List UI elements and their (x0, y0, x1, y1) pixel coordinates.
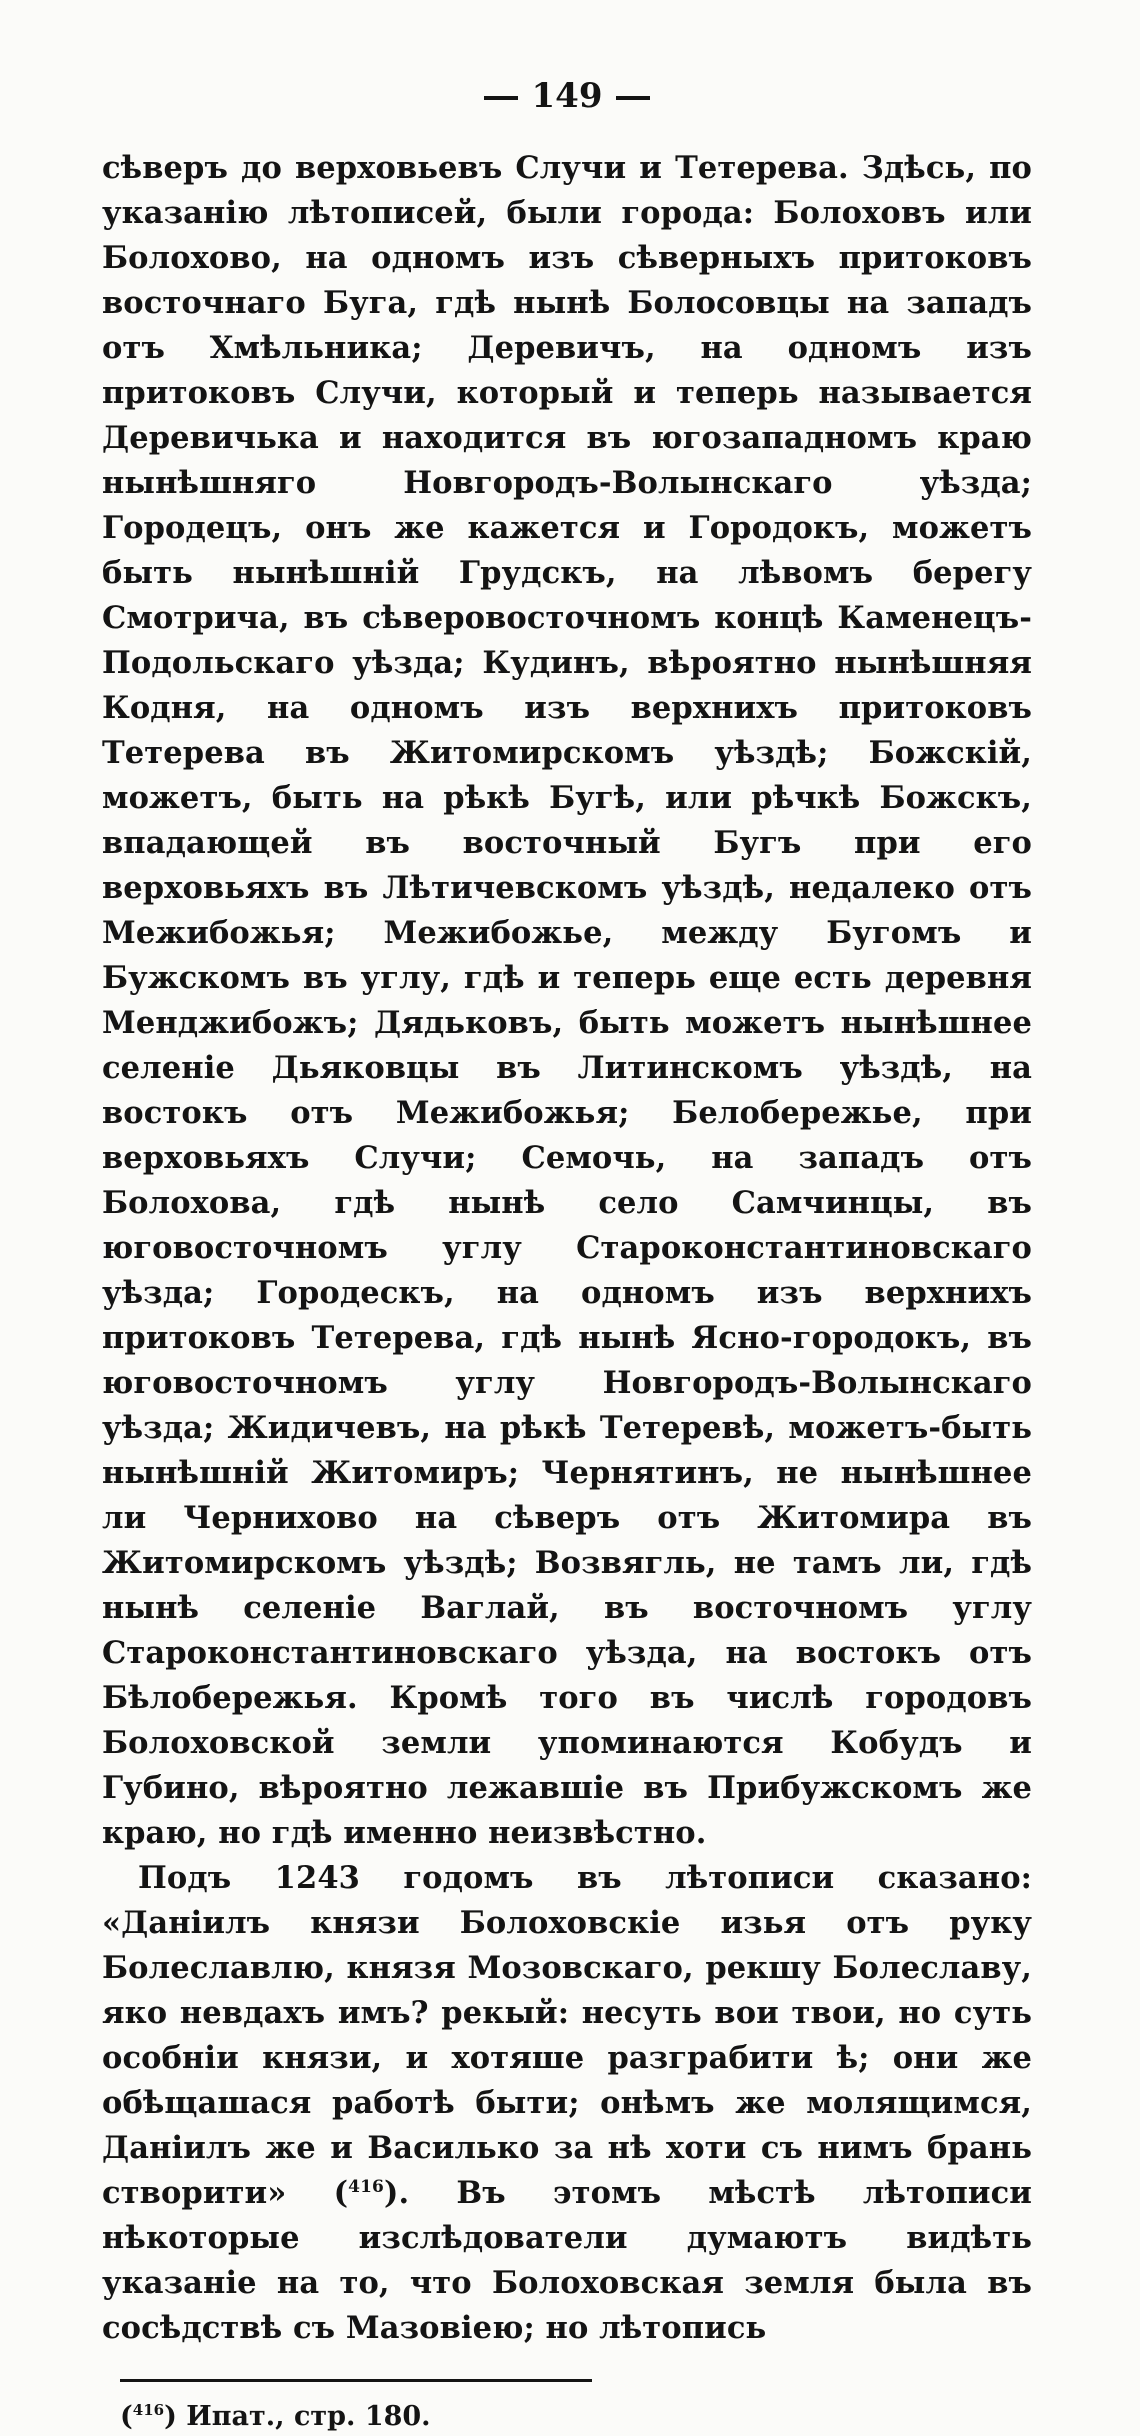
page-header (102, 70, 1032, 122)
footnote-text: Ипат., стр. 180. (176, 2401, 431, 2432)
footnote-divider (120, 2379, 592, 2382)
header-dash-left (484, 96, 518, 100)
page (102, 70, 1032, 2436)
paragraph-2-text-b: ). Въ этомъ мѣстѣ лѣтописи нѣкоторые изслѣдователи думаютъ видѣть указаніе на то, что Болоховская земля была въ сосѣдствѣ съ Мазовіею; но лѣтопись (102, 2175, 1033, 2346)
body-text (102, 146, 1032, 2351)
footnote-close-paren: ) (164, 2401, 177, 2432)
footnote-mark: 416 (132, 2401, 165, 2419)
header-dash-right (616, 96, 650, 100)
page-number: 149 (531, 76, 603, 116)
footnote-open-paren: ( (120, 2401, 133, 2432)
footnote-reference: 416 (348, 2176, 384, 2197)
paragraph-2-text-a: Подъ 1243 годомъ въ лѣтописи сказано: «Даніилъ князи Болоховскіе изья отъ руку Болеславлю, князя Мозовскаго, рекшу Болеславу, яко невдахъ имъ? рекый: несуть вои твои, но суть особніи князи, и хотяше разграбити ѣ; они же обѣщашася работѣ быти; онѣмъ же молящимся, Даніилъ же и Василько за нѣ хоти съ нимъ брань створити» ( (102, 1860, 1032, 2211)
paragraph-1: сѣверъ до верховьевъ Случи и Тетерева. Здѣсь, по указанію лѣтописей, были города: Болоховъ или Болохово, на одномъ изъ сѣверныхъ притоковъ восточнаго Буга, гдѣ нынѣ Болосовцы на западъ отъ Хмѣльника; Деревичъ, на одномъ изъ притоковъ Случи, который и теперь называется Деревичька и находится въ югозападномъ краю нынѣшняго Новгородъ-Волынскаго уѣзда; Городецъ, онъ же кажется и Городокъ, можетъ быть нынѣшній Грудскъ, на лѣвомъ берегу Смотрича, въ сѣверовосточномъ концѣ Каменецъ-Подольскаго уѣзда; Кудинъ, вѣроятно нынѣшняя Кодня, на одномъ изъ верхнихъ притоковъ Тетерева въ Житомирскомъ уѣздѣ; Божскій, можетъ, быть на рѣкѣ Бугѣ, или рѣчкѣ Божскъ, впадающей въ восточный Бугъ при его верховьяхъ въ Лѣтичевскомъ уѣздѣ, недалеко отъ Межибожья; Межибожье, между Бугомъ и Бужскомъ въ углу, гдѣ и теперь еще есть деревня Менджибожъ; Дядьковъ, быть можетъ нынѣшнее селеніе Дьяковцы въ Литинскомъ уѣздѣ, на востокъ отъ Межибожья; Белобережье, при верховьяхъ Случи; Семочь, на западъ отъ Болохова, гдѣ нынѣ село Самчинцы, въ юговосточномъ углу Староконстантиновскаго уѣзда; Городескъ, на одномъ изъ верхнихъ притоковъ Тетерева, гдѣ нынѣ Ясно-городокъ, въ юговосточномъ углу Новгородъ-Волынскаго уѣзда; Жидичевъ, на рѣкѣ Тетеревѣ, можетъ-быть нынѣшній Житомиръ; Чернятинъ, не нынѣшнее ли Черниxово на сѣверъ отъ Житомира въ Житомирскомъ уѣздѣ; Возвягль, не тамъ ли, гдѣ нынѣ селеніе Ваглай, въ восточномъ углу Староконстантиновскаго уѣзда, на востокъ отъ Бѣлобережья. Кромѣ того въ числѣ городовъ Болоховской земли упоминаются Кобудъ и Губино, вѣроятно лежавшіе въ Прибужскомъ же краю, но гдѣ именно неизвѣстно. (102, 150, 1032, 1851)
paragraph-2 (102, 1856, 1032, 2351)
footnote (120, 2398, 1032, 2436)
